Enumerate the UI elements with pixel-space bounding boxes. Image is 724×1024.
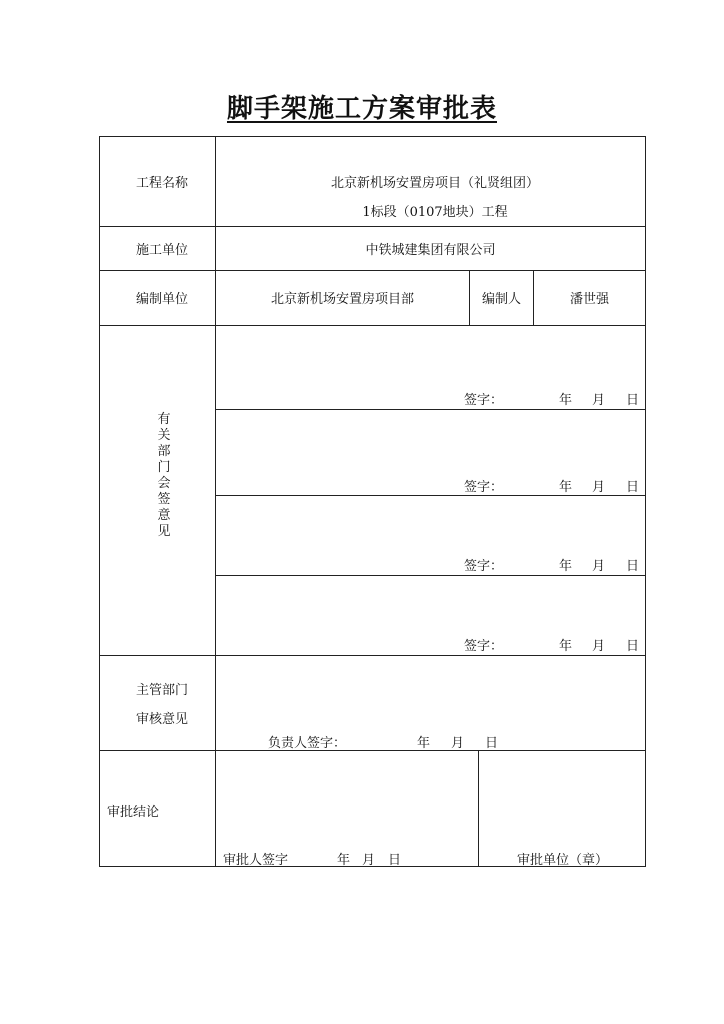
- vertical-label-char: 见: [157, 524, 171, 539]
- vertical-label-char: 会: [157, 476, 171, 491]
- row-divider: [215, 409, 646, 410]
- month-label: 月: [592, 480, 606, 495]
- sign-label: 签字：: [464, 559, 504, 574]
- day-label: 日: [626, 480, 640, 495]
- row-divider: [99, 750, 646, 751]
- sign-label: 签字：: [464, 393, 504, 408]
- project-name-value-line2: 1标段（0107地块）工程: [362, 205, 508, 220]
- day-label: 日: [626, 393, 640, 408]
- table-border-left: [99, 136, 100, 867]
- vertical-label-char: 部: [157, 444, 171, 459]
- vertical-label-char: 意: [157, 508, 171, 523]
- year-label: 年: [559, 393, 573, 408]
- month-label: 月: [592, 559, 606, 574]
- month-label: 月: [592, 393, 606, 408]
- year-label: 年: [417, 736, 431, 751]
- vertical-label-char: 签: [157, 492, 171, 507]
- vertical-label-char: 门: [157, 460, 171, 475]
- vertical-label-char: 有: [157, 412, 171, 427]
- chief-dept-label-line2: 审核意见: [136, 712, 189, 727]
- construction-unit-value: 中铁城建集团有限公司: [365, 243, 496, 258]
- conclusion-divider: [478, 750, 479, 866]
- year-label: 年: [559, 559, 573, 574]
- month-label: 月: [451, 736, 465, 751]
- day-label: 日: [626, 559, 640, 574]
- sign-label: 签字：: [464, 480, 504, 495]
- row-divider: [99, 270, 646, 271]
- month-label: 月: [592, 639, 606, 654]
- sign-label: 签字：: [464, 639, 504, 654]
- compiler-label: 编制人: [481, 292, 521, 307]
- page-title: 脚手架施工方案审批表: [226, 94, 497, 124]
- vertical-label-char: 关: [157, 428, 171, 443]
- row-divider: [99, 655, 646, 656]
- year-label: 年: [337, 853, 351, 868]
- construction-unit-label: 施工单位: [136, 243, 189, 258]
- month-label: 月: [362, 853, 376, 868]
- table-border-top: [99, 136, 646, 137]
- conclusion-label: 审批结论: [107, 805, 160, 820]
- year-label: 年: [559, 639, 573, 654]
- responsible-sign-label: 负责人签字：: [268, 736, 347, 751]
- approver-sign-label: 审批人签字: [223, 853, 289, 868]
- table-border-right: [645, 136, 646, 867]
- day-label: 日: [626, 639, 640, 654]
- approval-unit-label: 审批单位（章）: [517, 853, 609, 868]
- compiling-unit-value: 北京新机场安置房项目部: [270, 292, 414, 307]
- compiling-unit-label: 编制单位: [136, 292, 189, 307]
- year-label: 年: [559, 480, 573, 495]
- chief-dept-label-line1: 主管部门: [136, 683, 189, 698]
- row-divider: [99, 226, 646, 227]
- row-divider: [215, 495, 646, 496]
- project-name-value-line1: 北京新机场安置房项目（礼贤组团）: [330, 176, 539, 191]
- row-divider: [99, 325, 646, 326]
- project-name-label: 工程名称: [136, 176, 189, 191]
- day-label: 日: [485, 736, 499, 751]
- compiler-value: 潘世强: [569, 292, 609, 307]
- day-label: 日: [388, 853, 402, 868]
- row-divider: [215, 575, 646, 576]
